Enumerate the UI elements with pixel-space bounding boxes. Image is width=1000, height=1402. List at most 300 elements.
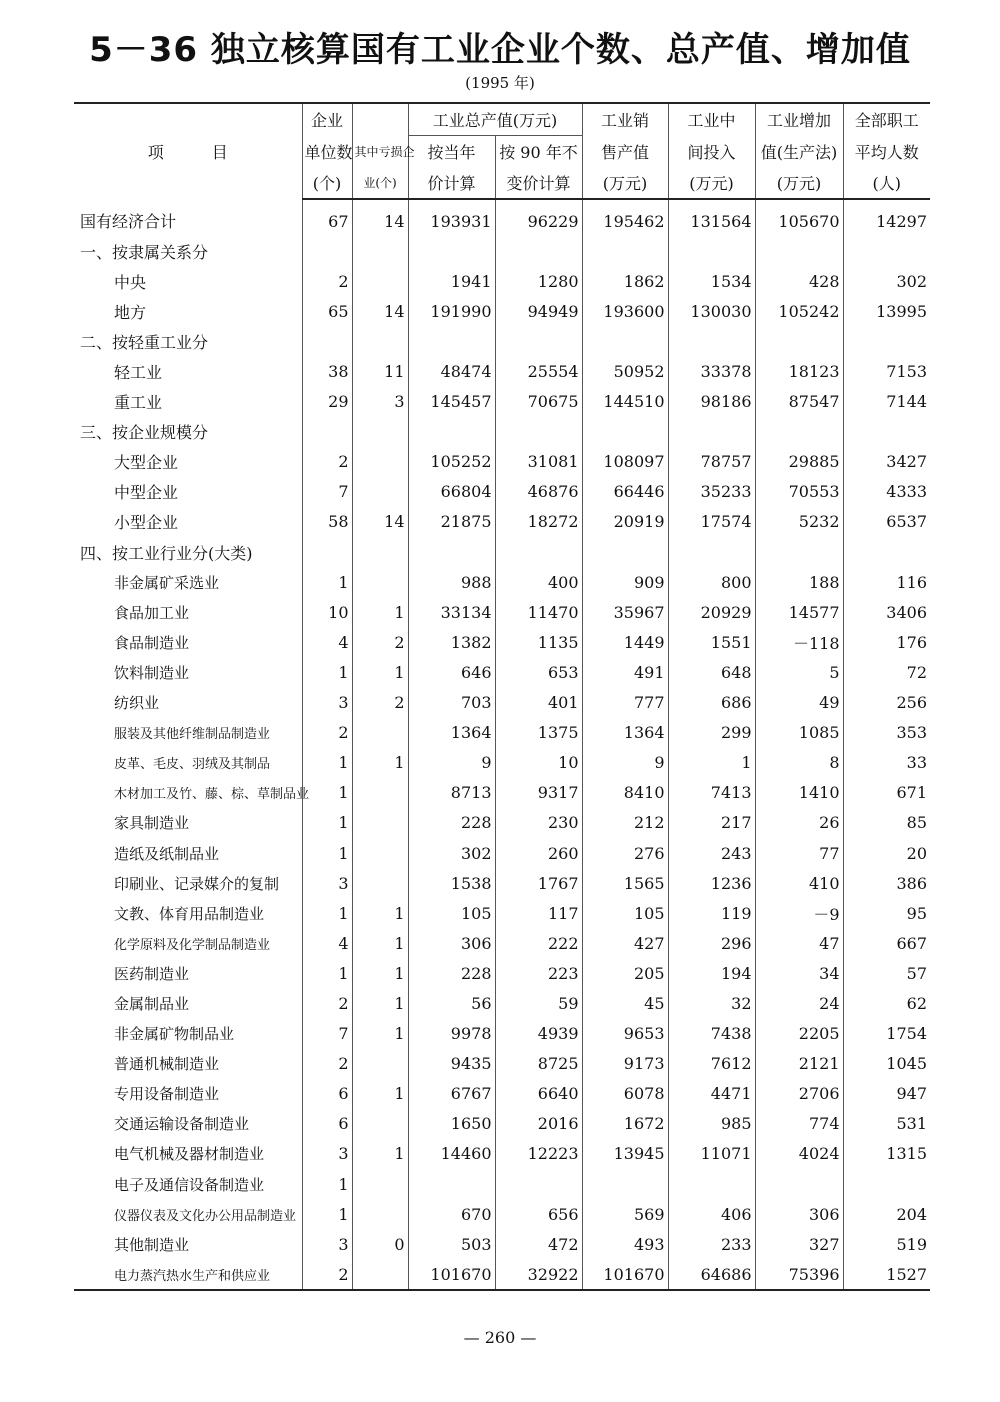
cell-loss [352,1109,408,1139]
cell-inputs: 1 [668,748,755,778]
header-va-3: (万元) [755,167,843,199]
cell-current: 193931 [408,199,495,236]
cell-sales: 493 [582,1229,668,1259]
cell-sales: 427 [582,928,668,958]
cell-loss [352,236,408,266]
table-row [74,296,930,326]
cell-emp: 95 [906,903,927,923]
cell-sales: 50952 [582,356,668,386]
table-row [74,718,930,748]
cell-current: 9 [408,748,495,778]
header-current-1: 按当年 [408,136,495,168]
header-emp-1: 全部职工 [843,103,930,136]
cell-sales: 1449 [582,627,668,657]
cell-constant: 401 [495,688,582,718]
cell-va: 34 [755,958,843,988]
cell-inputs: 11071 [668,1139,755,1169]
cell-constant: 222 [495,928,582,958]
table-row [74,808,930,838]
cell-current: 56 [408,988,495,1018]
cell-va: 2205 [755,1019,843,1049]
table-row [74,1109,930,1139]
cell-constant [495,326,582,356]
cell-inputs: 985 [668,1109,755,1139]
cell-emp: 7153 [886,362,927,382]
header-inputs-3: (万元) [668,167,755,199]
row-label: 电力蒸汽热水生产和供应业 [74,1259,302,1290]
cell-constant: 117 [495,898,582,928]
cell-units: 1 [302,958,352,988]
cell-loss: 3 [352,387,408,417]
table-row [74,387,930,417]
cell-units: 65 [302,296,352,326]
cell-va: 327 [755,1229,843,1259]
cell-current: 1382 [408,627,495,657]
cell-inputs: 4471 [668,1079,755,1109]
table-row [74,1049,930,1079]
cell-va: 105242 [755,296,843,326]
cell-emp: 519 [896,1234,927,1254]
cell-constant: 6640 [495,1079,582,1109]
cell-va: 77 [755,838,843,868]
cell-sales: 195462 [582,199,668,236]
header-sales-2: 售产值 [582,136,668,168]
header-sales-3: (万元) [582,167,668,199]
cell-inputs [668,326,755,356]
cell-sales: 193600 [582,296,668,326]
cell-inputs [668,236,755,266]
cell-constant [495,417,582,447]
cell-current: 646 [408,657,495,687]
header-enterprise-unit: (个) [302,167,352,199]
cell-emp: 13995 [876,301,927,321]
cell-current [408,236,495,266]
cell-emp: 72 [906,662,927,682]
cell-sales: 1364 [582,718,668,748]
cell-emp: 667 [896,933,927,953]
row-label: 医药制造业 [74,958,302,988]
cell-constant: 32922 [495,1259,582,1290]
cell-va: 105670 [755,199,843,236]
cell-va: 70553 [755,477,843,507]
cell-units: 2 [302,1259,352,1290]
cell-constant: 2016 [495,1109,582,1139]
row-label: 皮革、毛皮、羽绒及其制品 [74,748,302,778]
cell-loss [352,808,408,838]
table-row [74,1169,930,1199]
cell-va: 5232 [755,507,843,537]
cell-constant: 230 [495,808,582,838]
cell-constant: 1767 [495,868,582,898]
header-emp-2: 平均人数 [854,142,919,162]
cell-current: 670 [408,1199,495,1229]
row-label: 一、按隶属关系分 [74,236,302,266]
cell-current: 1941 [408,266,495,296]
table-row [74,958,930,988]
row-label: 食品加工业 [74,597,302,627]
cell-units: 1 [302,838,352,868]
cell-inputs: 130030 [668,296,755,326]
cell-sales: 1565 [582,868,668,898]
cell-current: 21875 [408,507,495,537]
cell-sales: 205 [582,958,668,988]
cell-constant: 31081 [495,447,582,477]
row-label: 家具制造业 [74,808,302,838]
cell-va: 49 [755,688,843,718]
cell-inputs: 32 [668,988,755,1018]
cell-units: 2 [302,1049,352,1079]
cell-loss [352,778,408,808]
cell-sales: 1862 [582,266,668,296]
cell-current: 988 [408,567,495,597]
cell-sales: 9653 [582,1019,668,1049]
table-row [74,326,930,356]
cell-emp: 14297 [876,211,927,231]
row-label: 服装及其他纤维制品制造业 [74,718,302,748]
cell-constant: 12223 [495,1139,582,1169]
cell-current: 101670 [408,1259,495,1290]
cell-emp: 386 [896,873,927,893]
cell-inputs: 686 [668,688,755,718]
cell-emp [843,236,930,266]
cell-constant: 1280 [495,266,582,296]
row-label: 食品制造业 [74,627,302,657]
header-enterprise-top: 企业 [302,103,352,136]
cell-va: －118 [755,627,843,657]
table-row [74,597,930,627]
cell-loss [352,1199,408,1229]
cell-units: 1 [302,1199,352,1229]
cell-sales: 9173 [582,1049,668,1079]
cell-loss [352,537,408,567]
cell-current: 1364 [408,718,495,748]
cell-units: 1 [302,898,352,928]
cell-sales [582,236,668,266]
table-row [74,898,930,928]
cell-sales: 1672 [582,1109,668,1139]
cell-va: 26 [755,808,843,838]
cell-current: 503 [408,1229,495,1259]
table-row [74,447,930,477]
table-row [74,988,930,1018]
cell-sales [582,1169,668,1199]
cell-constant: 8725 [495,1049,582,1079]
cell-loss [352,838,408,868]
table-row [74,507,930,537]
cell-va: 5 [755,657,843,687]
cell-current: 8713 [408,778,495,808]
table-row [74,778,930,808]
cell-units [302,537,352,567]
cell-va: 24 [755,988,843,1018]
table-header [74,103,930,199]
cell-sales: 101670 [582,1259,668,1290]
cell-constant: 25554 [495,356,582,386]
cell-loss [352,477,408,507]
cell-loss: 1 [352,1019,408,1049]
cell-units: 29 [302,387,352,417]
cell-va: 410 [755,868,843,898]
cell-sales: 20919 [582,507,668,537]
cell-va [755,537,843,567]
row-label: 轻工业 [74,356,302,386]
cell-units: 58 [302,507,352,537]
cell-sales: 777 [582,688,668,718]
cell-loss: 11 [352,356,408,386]
cell-emp: 256 [896,693,927,713]
table-row [74,1079,930,1109]
table-row [74,688,930,718]
cell-inputs: 648 [668,657,755,687]
table-row [74,1229,930,1259]
cell-units: 3 [302,688,352,718]
cell-constant: 10 [495,748,582,778]
cell-va: 18123 [755,356,843,386]
header-loss-unit: 业(个) [352,167,408,199]
cell-loss: 14 [352,199,408,236]
cell-inputs: 233 [668,1229,755,1259]
cell-units: 1 [302,567,352,597]
cell-va: 87547 [755,387,843,417]
row-label: 大型企业 [74,447,302,477]
cell-constant: 656 [495,1199,582,1229]
cell-loss [352,326,408,356]
cell-units: 3 [302,1139,352,1169]
row-label: 文教、体育用品制造业 [74,898,302,928]
cell-emp [843,537,930,567]
cell-current: 33134 [408,597,495,627]
data-table [74,102,930,1291]
header-constant-1: 按 90 年不 [495,136,582,168]
cell-constant: 653 [495,657,582,687]
cell-inputs [668,537,755,567]
table-row [74,356,930,386]
cell-emp: 116 [896,572,927,592]
cell-va [755,1169,843,1199]
cell-inputs: 119 [668,898,755,928]
cell-va: 306 [755,1199,843,1229]
cell-current: 105252 [408,447,495,477]
cell-va: 188 [755,567,843,597]
cell-constant: 70675 [495,387,582,417]
cell-emp: 6537 [886,512,927,532]
cell-constant: 1375 [495,718,582,748]
row-label: 电子及通信设备制造业 [74,1169,302,1199]
row-label: 非金属矿采选业 [74,567,302,597]
cell-sales: 45 [582,988,668,1018]
cell-emp: 302 [896,271,927,291]
cell-constant: 400 [495,567,582,597]
header-inputs-1: 工业中 [668,103,755,136]
cell-sales: 6078 [582,1079,668,1109]
cell-inputs: 33378 [668,356,755,386]
cell-inputs: 78757 [668,447,755,477]
cell-va: 8 [755,748,843,778]
table-row [74,928,930,958]
cell-sales: 491 [582,657,668,687]
cell-inputs: 7413 [668,778,755,808]
cell-loss: 1 [352,1079,408,1109]
cell-emp: 20 [906,843,927,863]
cell-loss [352,567,408,597]
row-label: 金属制品业 [74,988,302,1018]
cell-units: 10 [302,597,352,627]
table-body [74,199,930,1290]
header-enterprise-units: 单位数 [302,136,352,168]
cell-va: 14577 [755,597,843,627]
table-row [74,1259,930,1290]
header-emp-3: (人) [843,167,930,199]
cell-constant [495,1169,582,1199]
cell-units: 4 [302,627,352,657]
table-row [74,627,930,657]
cell-inputs [668,1169,755,1199]
header-va-1: 工业增加 [755,103,843,136]
cell-va [755,326,843,356]
cell-va: 1085 [755,718,843,748]
row-label: 饮料制造业 [74,657,302,687]
cell-loss [352,1169,408,1199]
cell-loss: 2 [352,627,408,657]
cell-inputs: 20929 [668,597,755,627]
cell-inputs: 296 [668,928,755,958]
cell-inputs: 17574 [668,507,755,537]
cell-emp: 1754 [886,1024,927,1044]
cell-emp: 1315 [886,1144,927,1164]
cell-current: 145457 [408,387,495,417]
cell-current: 9978 [408,1019,495,1049]
cell-units: 1 [302,1169,352,1199]
cell-inputs: 1551 [668,627,755,657]
cell-loss: 1 [352,597,408,627]
cell-units: 4 [302,928,352,958]
cell-sales [582,417,668,447]
cell-inputs: 1534 [668,266,755,296]
cell-constant [495,537,582,567]
table-row [74,838,930,868]
cell-sales [582,326,668,356]
row-label: 四、按工业行业分(大类) [74,537,302,567]
year-subtitle: (1995 年) [465,74,535,92]
cell-constant: 223 [495,958,582,988]
cell-loss [352,1259,408,1290]
cell-constant: 4939 [495,1019,582,1049]
table-row [74,199,930,236]
cell-emp: 85 [906,813,927,833]
cell-inputs: 299 [668,718,755,748]
row-label: 专用设备制造业 [74,1079,302,1109]
cell-sales: 108097 [582,447,668,477]
cell-inputs: 800 [668,567,755,597]
cell-va: 2121 [755,1049,843,1079]
cell-current: 228 [408,958,495,988]
cell-current: 1538 [408,868,495,898]
cell-va: 4024 [755,1139,843,1169]
row-label: 二、按轻重工业分 [74,326,302,356]
cell-units: 67 [302,199,352,236]
table-row [74,1199,930,1229]
cell-emp: 57 [906,963,927,983]
cell-current: 14460 [408,1139,495,1169]
cell-loss: 1 [352,928,408,958]
cell-loss [352,417,408,447]
header-current-2: 价计算 [408,167,495,199]
row-label: 电气机械及器材制造业 [74,1139,302,1169]
row-label: 普通机械制造业 [74,1049,302,1079]
page-title: 5－36 独立核算国有工业企业个数、总产值、增加值 [89,30,911,70]
cell-emp: 33 [906,753,927,773]
page-number: — 260 — [463,1328,537,1347]
header-gross-output: 工业总产值(万元) [408,103,582,136]
cell-constant: 59 [495,988,582,1018]
cell-inputs: 35233 [668,477,755,507]
cell-inputs: 131564 [668,199,755,236]
cell-emp: 204 [896,1204,927,1224]
cell-inputs: 7612 [668,1049,755,1079]
cell-constant: 9317 [495,778,582,808]
cell-inputs: 7438 [668,1019,755,1049]
cell-loss: 1 [352,988,408,1018]
cell-emp: 1045 [886,1054,927,1074]
cell-emp [843,417,930,447]
table-row [74,657,930,687]
cell-sales: 9 [582,748,668,778]
cell-va: 428 [755,266,843,296]
cell-emp: 671 [896,783,927,803]
row-label: 中央 [74,266,302,296]
cell-units: 6 [302,1079,352,1109]
cell-current: 6767 [408,1079,495,1109]
cell-inputs [668,417,755,447]
cell-va: 29885 [755,447,843,477]
cell-inputs: 1236 [668,868,755,898]
row-label: 仪器仪表及文化办公用品制造业 [74,1199,302,1229]
cell-inputs: 98186 [668,387,755,417]
cell-loss: 14 [352,507,408,537]
cell-current: 191990 [408,296,495,326]
cell-inputs: 217 [668,808,755,838]
cell-loss [352,447,408,477]
cell-current [408,1169,495,1199]
header-va-2: 值(生产法) [755,136,843,168]
cell-sales [582,537,668,567]
cell-emp [843,1169,930,1199]
cell-va [755,417,843,447]
cell-constant: 11470 [495,597,582,627]
cell-sales: 276 [582,838,668,868]
row-label: 国有经济合计 [74,199,302,236]
cell-va: 1410 [755,778,843,808]
cell-inputs: 64686 [668,1259,755,1290]
cell-units [302,236,352,266]
header-inputs-2: 间投入 [668,136,755,168]
cell-current: 306 [408,928,495,958]
cell-loss [352,718,408,748]
cell-units: 1 [302,778,352,808]
cell-constant: 18272 [495,507,582,537]
cell-current [408,537,495,567]
cell-units: 3 [302,1229,352,1259]
header-item: 项 目 [74,103,302,199]
cell-units: 38 [302,356,352,386]
cell-constant: 96229 [495,199,582,236]
cell-emp: 176 [896,632,927,652]
table-row [74,748,930,778]
cell-emp: 3427 [886,452,927,472]
cell-loss: 1 [352,898,408,928]
cell-loss [352,1049,408,1079]
cell-loss [352,266,408,296]
